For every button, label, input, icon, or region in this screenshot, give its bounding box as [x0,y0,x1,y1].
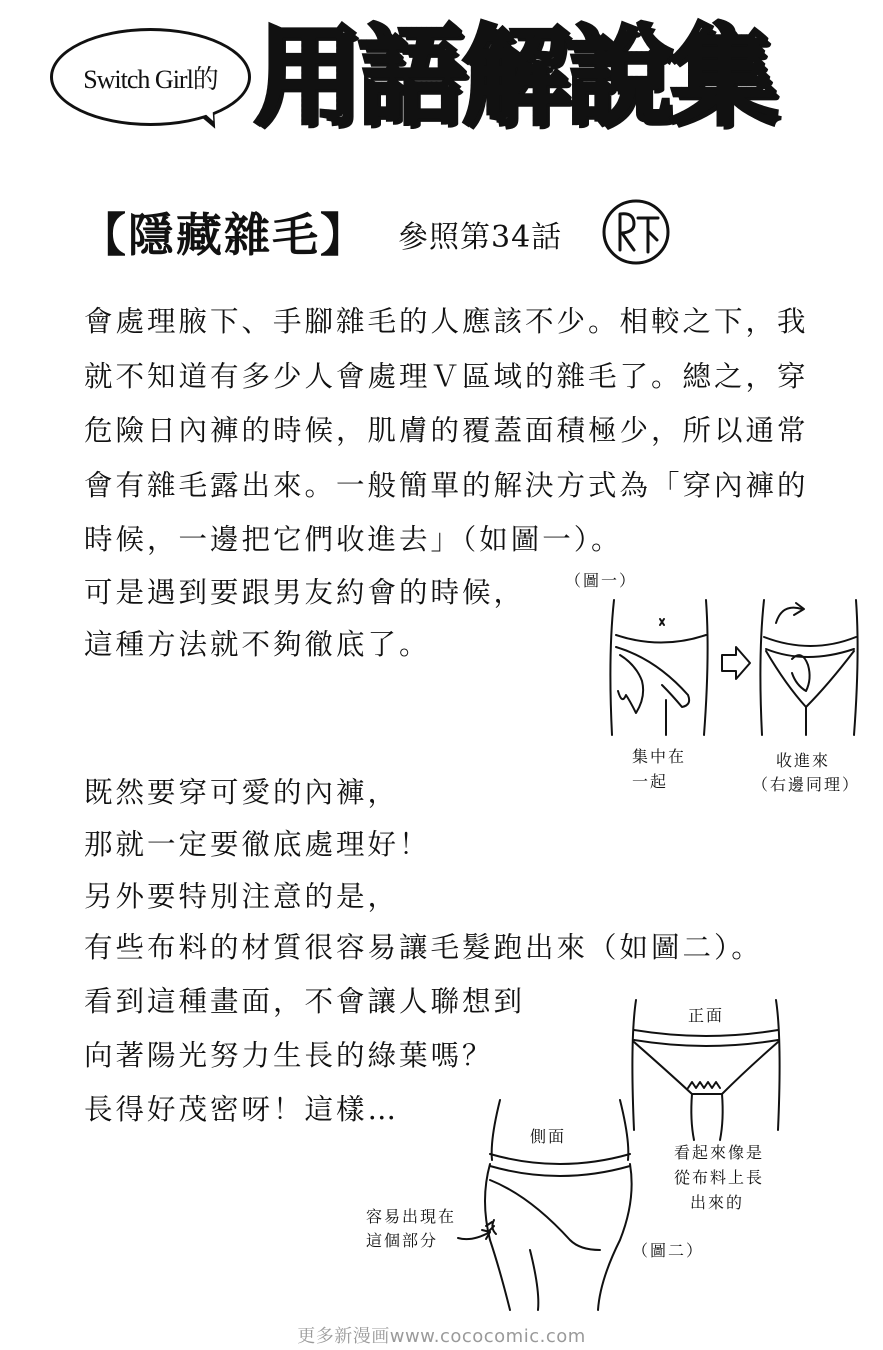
page-title: 用語解說集 [254,18,814,138]
body-line: 會處理腋下、手腳雜毛的人應該不少。相較之下，我 [84,305,809,338]
figure2-side-illustration [470,1100,650,1320]
body-line: 會有雜毛露出來。一般簡單的解決方式為「穿內褲的 [84,469,809,502]
figure2-front-illustration [626,1000,786,1140]
term-heading: 【隱藏雜毛】 [80,208,368,262]
figure2-front-label: 正面 [688,1006,725,1025]
bubble-text: Switch Girl的 [83,64,218,94]
figure2-note-right-line3: 出來的 [690,1193,745,1212]
watermark: 更多新漫画www.cococomic.com [297,1326,586,1347]
figure2-note-left-line1: 容易出現在 [366,1207,457,1226]
figure1-left-label-line2: 一起 [632,772,669,791]
rt-stamp-icon [600,196,672,268]
arrow-icon [456,1226,496,1246]
body-line: 可是遇到要跟男友約會的時候， [84,576,526,609]
term-reference: 參照第34話 [398,220,563,255]
figure1-illustration [606,595,866,745]
body-line: 那就一定要徹底處理好！ [84,828,431,861]
body-line: 時候，一邊把它們收進去」（如圖一）。 [84,523,623,556]
body-line: 既然要穿可愛的內褲， [84,776,400,809]
figure1-caption: （圖一） [565,571,638,590]
body-line: 看到這種畫面，不會讓人聯想到 [84,985,526,1018]
figure2-note-right-line2: 從布料上長 [674,1168,765,1187]
body-line: 向著陽光努力生長的綠葉嗎？ [84,1039,494,1072]
body-line: 危險日內褲的時候，肌膚的覆蓋面積極少，所以通常 [84,414,809,447]
figure1-right-label-line1: 收進來 [776,751,831,770]
figure2-note-left-line2: 這個部分 [366,1231,439,1250]
figure2-note-right-line1: 看起來像是 [674,1143,765,1162]
speech-bubble [50,28,251,126]
figure1-left-label-line1: 集中在 [632,747,687,766]
body-line: 長得好茂密呀！這樣… [84,1093,400,1126]
figure1-right-label-line2: （右邊同理） [752,775,861,794]
figure2-caption: （圖二） [632,1241,705,1260]
body-line: 另外要特別注意的是， [84,880,400,913]
body-line: 有些布料的材質很容易讓毛髮跑出來（如圖二）。 [84,931,763,964]
figure2-side-label: 側面 [530,1127,567,1146]
body-line: 這種方法就不夠徹底了。 [84,628,431,661]
body-line: 就不知道有多少人會處理Ｖ區域的雜毛了。總之，穿 [84,360,809,393]
